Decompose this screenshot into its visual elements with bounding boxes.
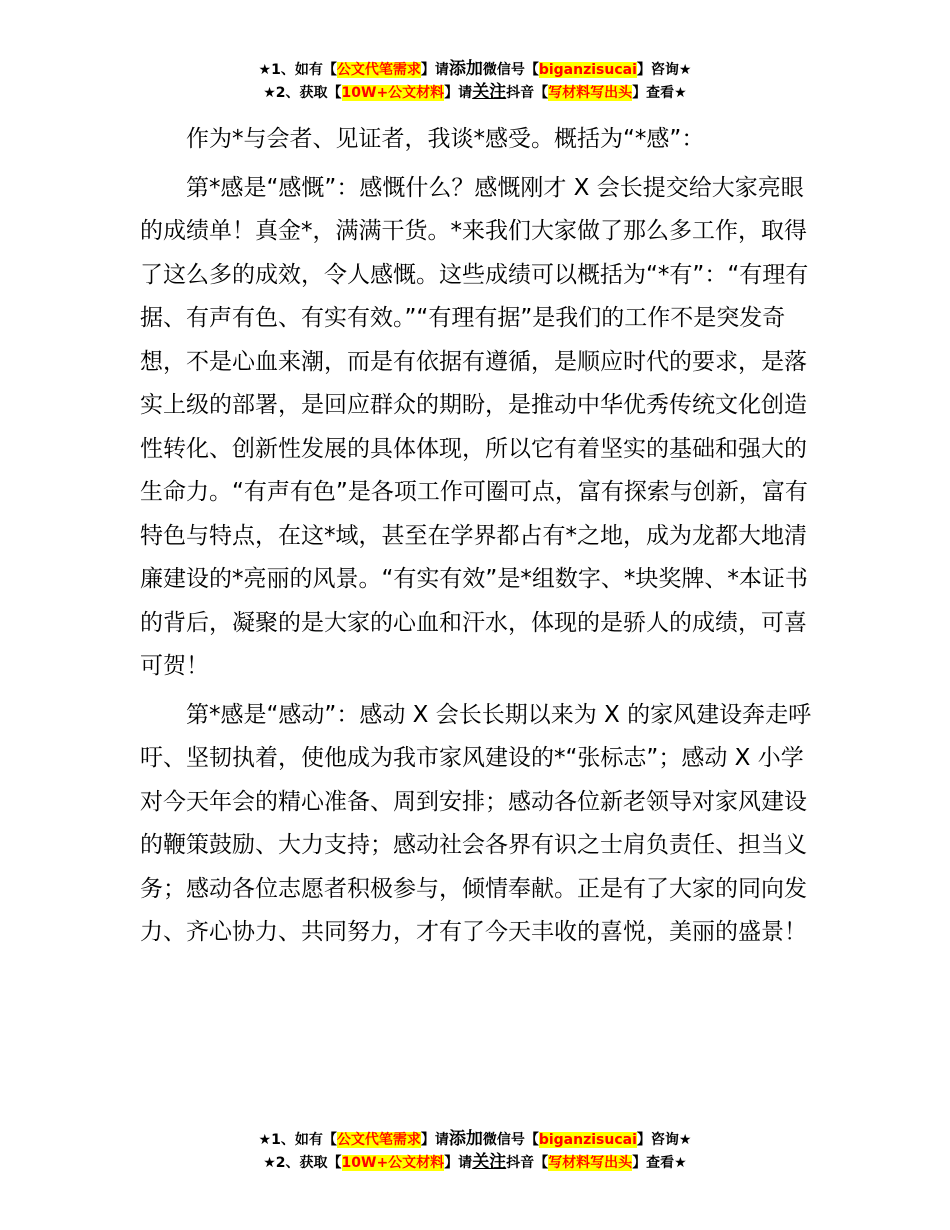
- banner-text: 】咨询★: [636, 1132, 692, 1148]
- highlight-douyin-account: 写材料写出头: [548, 1155, 633, 1171]
- banner-text: ★2、获取【: [263, 85, 342, 101]
- banner-text: ★1、如有【: [258, 1132, 337, 1148]
- banner-text: 】请: [420, 1132, 449, 1148]
- banner-text: 微信号【: [482, 62, 539, 78]
- document-body: [140, 118, 812, 960]
- banner-text: 】请: [444, 1155, 473, 1171]
- highlight-douyin-account: 写材料写出头: [548, 85, 633, 101]
- banner-emphasis: 添加: [448, 59, 483, 79]
- paragraph-intro: 作为*与会者、见证者，我谈*感受。概括为“*感”：: [186, 126, 705, 152]
- banner-text: 微信号【: [482, 1132, 539, 1148]
- banner-emphasis: 添加: [448, 1129, 483, 1149]
- banner-line-2: [0, 1151, 950, 1174]
- banner-emphasis: 关注: [472, 82, 507, 102]
- paragraph-second-feeling: 第*感是“感动”：感动 X 会长长期以来为 X 的家风建设奔走呼吁、坚韧执着，使他成为我市家风建设的*“张标志”；感动 X 小学对今天年会的精心准备、周到安排；感动各位新老领导对家风建设的鞭策鼓励、大力支持；感动社会各界有识之士肩负责任、担当义务；感动各位志愿者积极参与，倾情奉献。正是有了大家的同向发力、齐心协力、共同努力，才有了今天丰收的喜悦，美丽的盛景！: [140, 701, 812, 945]
- highlight-wechat-id: biganzisucai: [538, 1132, 637, 1148]
- paragraph-first-feeling: 第*感是“感慨”：感慨什么？感慨刚才 X 会长提交给大家亮眼的成绩单！真金*，满满干货。*来我们大家做了那么多工作，取得了这么多的成效，令人感慨。这些成绩可以概括为“*有”：“有理有据、有声有色、有实有效。”“有理有据”是我们的工作不是突发奇想，不是心血来潮，而是有依据有遵循，是顺应时代的要求，是落实上级的部署，是回应群众的期盼，是推动中华优秀传统文化创造性转化、创新性发展的具体体现，所以它有着坚实的基础和强大的生命力。“有声有色”是各项工作可圈可点，富有探索与创新，富有特色与特点，在这*域，甚至在学界都占有*之地，成为龙都大地清廉建设的*亮丽的风景。“有实有效”是*组数字、*块奖牌、*本证书的背后，凝聚的是大家的心血和汗水，体现的是骄人的成绩，可喜可贺！: [140, 174, 809, 679]
- banner-text: 抖音【: [506, 1155, 549, 1171]
- footer-banner: [0, 1128, 950, 1174]
- banner-line-1: [0, 58, 950, 81]
- banner-text: 】咨询★: [636, 62, 692, 78]
- highlight-wechat-id: biganzisucai: [538, 62, 637, 78]
- banner-line-2: [0, 81, 950, 104]
- highlight-writing-service: 公文代笔需求: [336, 1132, 421, 1148]
- banner-text: 】请: [420, 62, 449, 78]
- banner-emphasis: 关注: [472, 1152, 507, 1172]
- highlight-writing-service: 公文代笔需求: [336, 62, 421, 78]
- banner-line-1: [0, 1128, 950, 1151]
- header-banner: [0, 58, 950, 104]
- highlight-materials: 10W+公文材料: [341, 1155, 445, 1171]
- banner-text: ★1、如有【: [258, 62, 337, 78]
- banner-text: ★2、获取【: [263, 1155, 342, 1171]
- banner-text: 】请: [444, 85, 473, 101]
- banner-text: 抖音【: [506, 85, 549, 101]
- highlight-materials: 10W+公文材料: [341, 85, 445, 101]
- banner-text: 】查看★: [632, 85, 687, 101]
- banner-text: 】查看★: [632, 1155, 687, 1171]
